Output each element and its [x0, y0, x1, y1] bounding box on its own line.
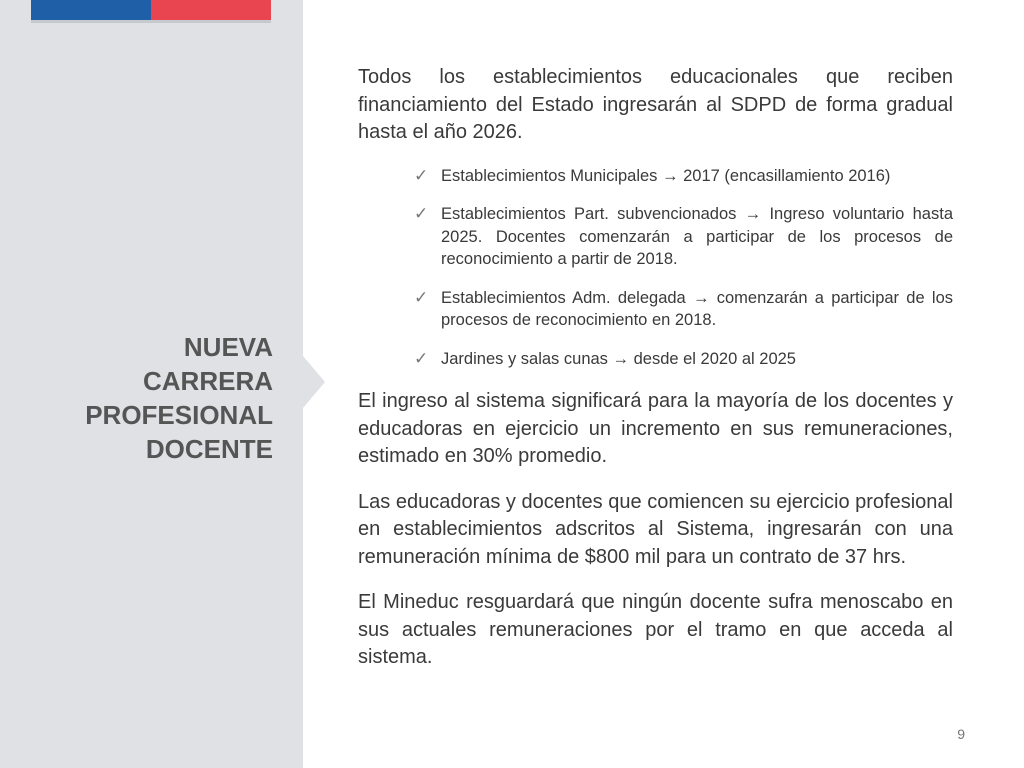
checkmark-icon: ✓	[414, 204, 429, 223]
slide-content	[358, 64, 953, 672]
checklist-item	[414, 165, 953, 188]
section-title-line: CARRERA	[143, 366, 273, 396]
checkmark-icon: ✓	[414, 287, 429, 307]
flag-blue-bar	[31, 0, 151, 22]
section-title	[20, 330, 273, 466]
checklist-item	[414, 348, 953, 371]
pointer-arrow	[303, 356, 325, 408]
section-title-line: DOCENTE	[145, 434, 273, 464]
flag-underline	[31, 20, 271, 23]
checkmark-icon: ✓	[414, 165, 429, 185]
intro-paragraph: Todos los establecimientos educacionales que reciben financiamiento del Estado ingresarán al SDPD de forma gradual hasta el año 2026.	[358, 66, 953, 143]
checklist-item-text: Establecimientos Municipales → 2017 (encasillamiento 2016)	[441, 166, 891, 185]
sidebar-panel	[0, 0, 303, 768]
section-title-line: NUEVA	[183, 332, 273, 362]
checklist	[358, 165, 953, 371]
page-number: 9	[957, 726, 965, 742]
checklist-item-text: Establecimientos Adm. delegada → comenzarán a participar de los procesos de reconocimiento en 2018.	[441, 288, 953, 329]
checkmark-icon: ✓	[414, 348, 429, 368]
income-paragraph: El ingreso al sistema significará para la mayoría de los docentes y educadoras en ejercicio un incremento en sus remuneraciones, estimado en 30% promedio.	[358, 390, 953, 467]
checklist-item	[414, 203, 953, 271]
checklist-item	[414, 287, 953, 332]
checklist-item-text: Jardines y salas cunas → desde el 2020 al 2025	[441, 349, 796, 368]
minimum-salary-paragraph: Las educadoras y docentes que comiencen su ejercicio profesional en establecimientos adscritos al Sistema, ingresarán con una remuneración mínima de $800 mil para un contrato de 37 hrs.	[358, 490, 953, 568]
protection-paragraph: El Mineduc resguardará que ningún docente sufra menoscabo en sus actuales remuneraciones por el tramo en que acceda al sistema.	[358, 591, 953, 668]
flag-red-bar	[151, 0, 271, 22]
checklist-item-text: Establecimientos Part. subvencionados → Ingreso voluntario hasta 2025. Docentes comenzarán a participar de los procesos de reconocimiento a partir de 2018.	[441, 205, 953, 268]
section-title-line: PROFESIONAL	[85, 400, 273, 430]
